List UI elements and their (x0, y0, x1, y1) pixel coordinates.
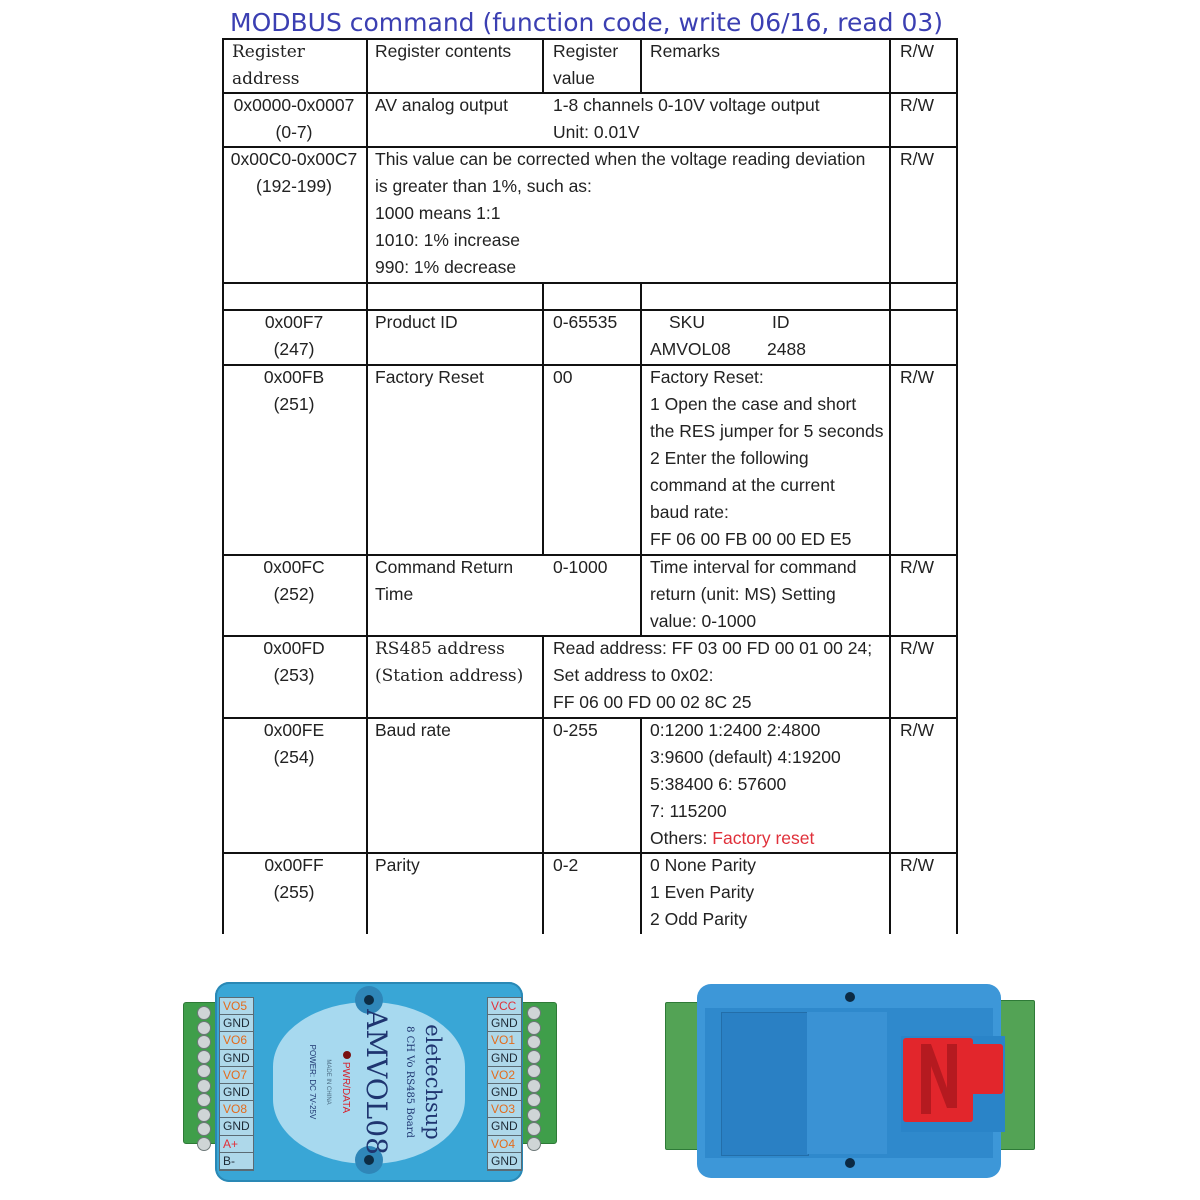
row7-remarks: 0:1200 1:2400 2:4800 3:9600 (default) 4:19200 5:38400 6: 57600 7: 115200 Others: Factory reset (650, 720, 841, 848)
terminal-label: VO7 (220, 1067, 253, 1084)
device-back (665, 982, 1033, 1182)
page-title: MODBUS command (function code, write 06/16, read 03) (230, 8, 944, 37)
device-subtitle: 8 CH Vo RS485 Board (404, 1026, 415, 1138)
terminal-label: GND (220, 1118, 253, 1135)
row4-remarks: Factory Reset: 1 Open the case and short the RES jumper for 5 seconds 2 Enter the following command at the current baud rate: FF 06 00 FB 00 00 ED E5 (650, 367, 884, 549)
terminal-screw-icon (527, 1021, 541, 1035)
terminal-label: VO8 (220, 1101, 253, 1118)
led-label: PWR/DATA (340, 1061, 351, 1114)
row4-value: 00 (553, 367, 573, 387)
terminal-screw-icon (527, 1108, 541, 1122)
terminal-screw-icon (197, 1035, 211, 1049)
row1-value-remarks: 1-8 channels 0-10V voltage output Unit: 0.01V (553, 95, 820, 142)
right-terminal-labels (487, 997, 522, 1171)
header-value: Register value (553, 41, 619, 88)
din-rail-clip-icon (901, 1022, 1005, 1132)
header-address: Register address (232, 42, 305, 89)
terminal-label: VO2 (488, 1067, 521, 1084)
row6-contents: RS485 address (Station address) (375, 639, 524, 686)
terminal-label: GND (220, 1084, 253, 1101)
row1-address: 0x0000-0x0007 (0-7) (233, 95, 355, 142)
terminal-label: A+ (220, 1136, 253, 1153)
row7-value: 0-255 (553, 720, 598, 740)
others-label: Others: (650, 828, 708, 848)
terminal-label: VO5 (220, 998, 253, 1015)
terminal-screw-icon (197, 1122, 211, 1136)
terminal-screw-icon (527, 1137, 541, 1151)
mount-hole-icon (845, 992, 855, 1002)
row4-address: 0x00FB (251) (263, 367, 325, 414)
terminal-label: VO3 (488, 1101, 521, 1118)
row5-address: 0x00FC (252) (263, 557, 325, 604)
terminal-screw-icon (197, 1050, 211, 1064)
row7-rw: R/W (900, 720, 935, 740)
row1-contents: AV analog output (375, 95, 508, 115)
terminal-screw-icon (197, 1064, 211, 1078)
terminal-screw-icon (197, 1021, 211, 1035)
terminal-screw-icon (197, 1079, 211, 1093)
row2-contents-remarks: This value can be corrected when the voltage reading deviation is greater than 1%, such as: 1000 means 1:1 1010: 1% increase 990: 1% decrease (375, 149, 866, 277)
terminal-label: GND (220, 1015, 253, 1032)
terminal-label: VO6 (220, 1032, 253, 1049)
row5-contents: Command Return Time (375, 557, 514, 604)
terminal-label: GND (220, 1050, 253, 1067)
header-rw: R/W (900, 41, 935, 61)
row6-rw: R/W (900, 638, 935, 658)
header-remarks: Remarks (650, 41, 721, 61)
row6-value-remarks: Read address: FF 03 00 FD 00 01 00 24; Set address to 0x02: FF 06 00 FD 00 02 8C 25 (553, 638, 873, 712)
others-factory-reset: Factory reset (712, 828, 815, 848)
terminal-screw-icon (197, 1093, 211, 1107)
made-in-label: MADE IN CHINA (325, 1059, 331, 1105)
device-model: AMVOL08 (360, 1009, 393, 1155)
device-front (183, 982, 555, 1182)
mount-hole-icon (845, 1158, 855, 1168)
row5-rw: R/W (900, 557, 935, 577)
terminal-label: VCC (488, 998, 521, 1015)
row8-remarks: 0 None Parity 1 Even Parity 2 Odd Parity (650, 855, 757, 929)
row8-value: 0-2 (553, 855, 579, 875)
row7-contents: Baud rate (375, 720, 451, 740)
terminal-screw-icon (527, 1093, 541, 1107)
terminal-screw-icon (527, 1006, 541, 1020)
terminal-label: GND (488, 1118, 521, 1135)
row7-address: 0x00FE (254) (263, 720, 325, 767)
row5-remarks: Time interval for command return (unit: MS) Setting value: 0-1000 (650, 557, 857, 631)
terminal-label: GND (488, 1050, 521, 1067)
terminal-screw-icon (527, 1050, 541, 1064)
terminal-screw-icon (527, 1035, 541, 1049)
modbus-register-table (222, 38, 958, 934)
terminal-screw-icon (197, 1108, 211, 1122)
terminal-label: GND (488, 1084, 521, 1101)
power-label: POWER: DC 7V-25V (308, 1044, 317, 1120)
terminal-screw-icon (527, 1064, 541, 1078)
row8-rw: R/W (900, 855, 935, 875)
left-terminal-labels (219, 997, 254, 1171)
led-icon (343, 1051, 351, 1059)
terminal-screw-icon (527, 1122, 541, 1136)
row1-rw: R/W (900, 95, 935, 115)
row3-value: 0-65535 (553, 312, 618, 332)
terminal-screw-icon (197, 1006, 211, 1020)
row2-rw: R/W (900, 149, 935, 169)
row5-value: 0-1000 (553, 557, 608, 577)
terminal-screw-icon (197, 1137, 211, 1151)
row4-contents: Factory Reset (375, 367, 484, 387)
row2-address: 0x00C0-0x00C7 (192-199) (230, 149, 358, 196)
row3-contents: Product ID (375, 312, 458, 332)
row3-remarks: SKU ID AMVOL08 2488 (650, 312, 806, 359)
row8-address: 0x00FF (255) (264, 855, 324, 902)
terminal-label: VO4 (488, 1136, 521, 1153)
device-brand: eletechsup (421, 1024, 445, 1140)
terminal-label: GND (488, 1153, 521, 1170)
header-contents: Register contents (375, 41, 512, 61)
row4-rw: R/W (900, 367, 935, 387)
row6-address: 0x00FD (253) (263, 638, 325, 685)
terminal-label: VO1 (488, 1032, 521, 1049)
row3-address: 0x00F7 (247) (264, 312, 324, 359)
row8-contents: Parity (375, 855, 420, 875)
terminal-label: GND (488, 1015, 521, 1032)
terminal-screw-icon (527, 1079, 541, 1093)
terminal-label: B- (220, 1153, 253, 1170)
